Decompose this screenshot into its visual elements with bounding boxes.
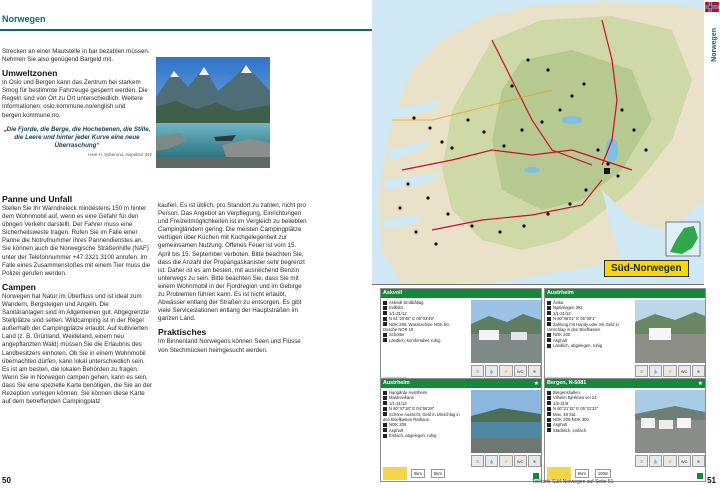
facility-icons: [635, 455, 705, 467]
shower-icon: ⛆: [635, 365, 648, 377]
site-name: Bergen, N-5081: [547, 380, 587, 386]
site-photo-illustration: [471, 300, 541, 363]
facility-icons: [635, 365, 705, 377]
wifi-icon: ≋: [692, 365, 705, 377]
bullet-icon: [547, 301, 551, 305]
page-number-left: 50: [2, 476, 11, 485]
site-photo-illustration: [471, 390, 541, 453]
norway-map: [372, 0, 704, 285]
bullet-icon: [547, 306, 551, 310]
site-header-bar: [381, 289, 541, 298]
bullet-icon: [383, 333, 387, 337]
norway-flag-icon: [705, 2, 719, 12]
wc-icon: WC: [514, 365, 527, 377]
umwelt-paragraph: In Oslo und Bergen kann das Zentrum bei starkem Smog für bestimmte Fahrzeuge gesperrt werden. Die Regeln sind von Ort zu Ort unterschiedlich. Weitere Informationen: oslo.kommune.no/english und bergen.kommune.no.: [2, 79, 148, 119]
quote-source: Hein H. Syberund, Inspektor 342: [88, 151, 152, 157]
bullet-icon: [383, 311, 387, 315]
facility-icons: [471, 455, 541, 467]
bullet-icon: [383, 306, 387, 310]
bullet-icon: [383, 301, 387, 305]
intro-paragraph: Strecken an einer Mautstelle in bar bezahlen müssen. Nehmen Sie also genügend Bargeld mit.: [2, 48, 150, 64]
bullet-icon: [547, 391, 551, 395]
bullet-icon: [383, 338, 387, 342]
site-info: Åvika Njøtveegen 292 1/1-31/12 N 60°46'01" E 05°00'1" Zahlung mit Handy oder mit Geld in Umschlag in den Briefkasten NOK 200 Asphalt Ländlich, abgelegen, ruhig: [547, 300, 619, 349]
water-icon: 💧: [485, 455, 498, 467]
bullet-icon: [383, 434, 387, 438]
praktisch-paragraph: Im Binnenland Norwegens können Seen und Flüsse von Stechmücken heimgesucht werden.: [158, 338, 301, 354]
water-icon: 💧: [485, 365, 498, 377]
distance-info: 5km 100m: [575, 469, 611, 478]
site-photo-illustration: [635, 390, 705, 453]
bullet-icon: [383, 317, 387, 321]
column-1-top: [2, 48, 152, 159]
category-badge: [383, 467, 407, 480]
bullet-icon: [547, 423, 551, 427]
arrow-icon: [697, 473, 703, 479]
header-rule: [0, 29, 372, 31]
page-header: [0, 0, 372, 32]
site-photo: [635, 300, 705, 363]
wc-icon: WC: [678, 365, 691, 377]
power-icon: ⚡: [663, 455, 676, 467]
distance-info: 5km 5km: [411, 469, 445, 478]
right-page: [372, 0, 720, 490]
site-card-austrheim-1: [544, 288, 706, 392]
bullet-icon: [547, 412, 551, 416]
bullet-icon: [547, 428, 551, 432]
map-illustration: [372, 0, 704, 285]
column-2: [158, 202, 308, 355]
fjord-illustration: [156, 57, 270, 168]
site-photo: [471, 300, 541, 363]
site-card-askvoll: [380, 288, 542, 392]
site-info: Bergenshallen Vilhelm Bjerknes vei 24 1/5-31/8 N 60°21'15" E 05°21'32" Max. 48 Std. NOK 200-NOK 300 Asphalt Städtisch, einfach: [547, 390, 635, 433]
wc-icon: WC: [514, 455, 527, 467]
region-label: Süd-Norwegen: [604, 260, 689, 277]
bullet-icon: [383, 412, 387, 416]
campen-heading: Campen: [2, 281, 36, 292]
shower-icon: ⛆: [471, 365, 484, 377]
star-icon: ★: [697, 381, 703, 387]
bullet-icon: [547, 333, 551, 337]
site-photo: [471, 390, 541, 453]
bullet-icon: [383, 401, 387, 405]
page-number-right: 51: [707, 476, 716, 485]
site-name: Askvoll: [383, 290, 403, 296]
map-reference: Teilkarte Süd-Norwegen auf Seite 51: [532, 479, 614, 485]
water-icon: 💧: [649, 455, 662, 467]
star-icon: ★: [533, 381, 539, 387]
bullet-icon: [547, 344, 551, 348]
umwelt-heading: Umweltzonen: [2, 68, 58, 79]
wifi-icon: ≋: [692, 455, 705, 467]
bullet-icon: [383, 423, 387, 427]
bullet-icon: [383, 407, 387, 411]
bullet-icon: [383, 396, 387, 400]
site-card-bergen: [544, 378, 706, 482]
site-name: Austrheim: [383, 380, 410, 386]
power-icon: ⚡: [499, 455, 512, 467]
bullet-icon: [547, 401, 551, 405]
bullet-icon: [547, 338, 551, 342]
water-icon: 💧: [649, 365, 662, 377]
wifi-icon: ≋: [528, 365, 541, 377]
bullet-icon: [547, 396, 551, 400]
fjord-photo: [156, 57, 270, 168]
site-photo: [635, 390, 705, 453]
header-title: Norwegen: [2, 14, 46, 24]
bullet-icon: [547, 322, 551, 326]
bullet-icon: [547, 418, 551, 422]
site-name: Austrheim: [547, 290, 574, 296]
col2-paragraph: kaufen. Es ist üblich, pro Standort zu zahlen, nicht pro Person. Das Angebot an Verpflegung, Einrichtungen und Freizeitmöglichkeiten ist im Vergleich zu beliebten Campingländern gering. Die meisten Campingplätze verfügen über Küchen mit Kochgelegenheit zur gemeinsamen Nutzung. Offenes Feuer ist vom 15. April bis 15. September verboten. Bitte beachten Sie, dass die Anzahl der Propangaskanister sehr begrenzt ist. Daher ist es am besten, mit ausreichend Benzin unterwegs zu sein. Bitte beachten Sie, dass Sie mit einem Wohnmobil in der Fjordregion und im Gebirge zu Problemen führen kann. Es ist nicht erlaubt, Abwässer entlang der Straßen zu entsorgen. Es gibt viele Serviceslationen entlang der Hauptstraßen im ganzen Land.: [158, 202, 307, 323]
site-card-austrheim-2: [380, 378, 542, 482]
bullet-icon: [383, 428, 387, 432]
bullet-icon: [547, 311, 551, 315]
wc-icon: WC: [678, 455, 691, 467]
site-info: Hangårde Austrheim Mastrevikane 1/1-31/12 N 60°47'18" E 04°56'28" Schöne Aussicht, Geld in Umschlag in den Briefkasten Rathaus NOK 200 Asphalt Einfach, abgelegen, ruhig: [383, 390, 460, 439]
praktisch-heading: Praktisches: [158, 327, 207, 338]
site-info: Askvoll Småbåtlag Kvålsbr 1/1-31/12 N 61°20'48" E 05°03'49" NOK 260, Wasmachine NOK 50, Dusche NOK 10 Schotter Ländlich, komfortabel, ruhig: [383, 300, 450, 343]
column-1-bottom: [2, 190, 152, 406]
wifi-icon: ≋: [528, 455, 541, 467]
campen-paragraph: Norwegen hat Natur im Überfluss und ist ideal zum Wandern, Bergsteigen und Angeln. Die Sanitäranlagen sind im Allgemeinen gut. Abgegrenzte Stellplätze sind selten. Wildcamping ist in der Regel außerhalb der Campingplätze erlaubt. Auf kultivierten Land (z. B. Grünland, Weideland, einem neu angepflanzten Wald) müssen Sie die Erlaubnis des Landbesitzers einholen. Ob Sie in einem Wohnmobil übernachten dürfen, kann lokal unterschiedlich sein. Es ist am besten, die lokalen Behörden zu fragen. Wenn Sie in Norwegen campen gehen, kann es sein, dass Sie eine spezielle Karte benötigen, die Sie an der Rezeption vorlegen können. Sie können diese Karte auf dem betreffenden Campingplatz: [2, 292, 152, 406]
bullet-icon: [383, 391, 387, 395]
shower-icon: ⛆: [471, 455, 484, 467]
bullet-icon: [547, 407, 551, 411]
shower-icon: ⛆: [635, 455, 648, 467]
side-label: Norwegen: [711, 28, 718, 62]
side-tab: [704, 0, 720, 285]
bullet-icon: [383, 322, 387, 326]
quote-text: „Die Fjorde, die Berge, die Hochebenen, die Stille, die Leere und hinter jeder Kurve eine neue Überraschung“: [3, 125, 151, 149]
bullet-icon: [547, 317, 551, 321]
panne-heading: Panne und Unfall: [2, 194, 73, 204]
power-icon: ⚡: [663, 365, 676, 377]
panne-paragraph: Stellen Sie Ihr Warndreieck mindestens 150 m hinter dem Wohnmobil auf, wenn es eine Gefahr für den übrigen Verkehr darstellt. Der Fahrer muss eine Sicherheitsweste tragen. Rufen Sie im Falle einer Panne die Notrufnummer Ihres Pannendienstes an. Sie können auch die Norwegische Straßenhilfe (NAF) unter der Telefonnummer +47 2321 3100 anrufen. Im Falle eines Zusammenstoßes mit einem Tier muss die Polizei gerufen werden.: [2, 205, 151, 277]
facility-icons: [471, 365, 541, 377]
power-icon: ⚡: [499, 365, 512, 377]
site-photo-illustration: [635, 300, 705, 363]
